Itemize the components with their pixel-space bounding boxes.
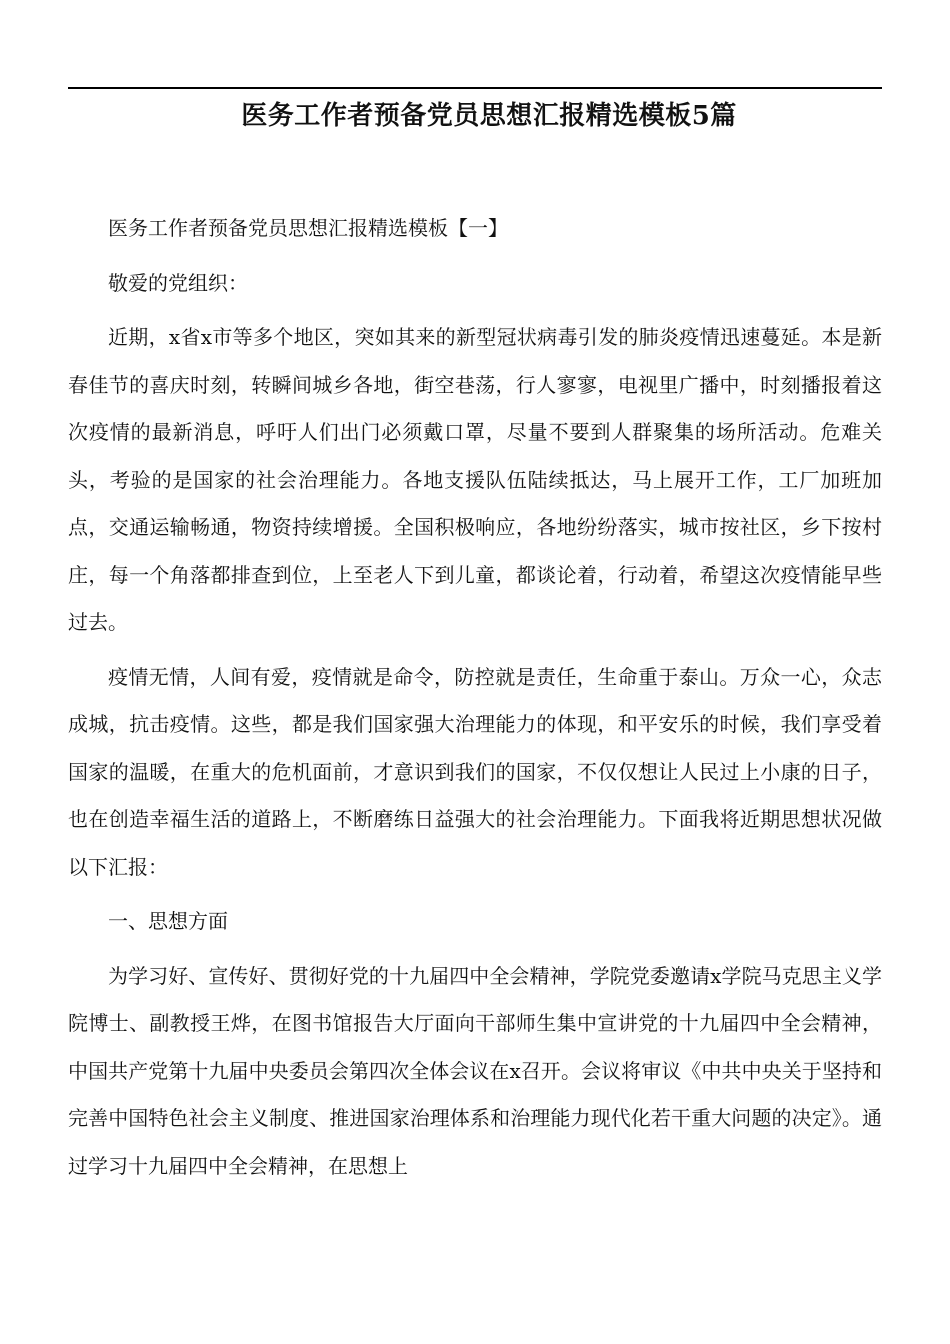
salutation: 敬爱的党组织： xyxy=(108,270,248,295)
subheading: 一、思想方面 xyxy=(108,909,228,933)
document-title: 医务工作者预备党员思想汇报精选模板5篇 xyxy=(241,101,737,131)
header-rule xyxy=(68,87,882,89)
paragraph: 近期，x省x市等多个地区，突如其来的新型冠状病毒引发的肺炎疫情迅速蔓延。本是新春佳节的喜庆时刻，转瞬间城乡各地，街空巷荡，行人寥寥，电视里广播中，时刻播报着这次疫情的最新消息，呼吁人们出门必须戴口罩，尽量不要到人群聚集的场所活动。危难关头，考验的是国家的社会治理能力。各地支援队伍陆续抵达，马上展开工作，工厂加班加点，交通运输畅通，物资持续增援。全国积极响应，各地纷纷落实，城市按社区，乡下按村庄，每一个角落都排查到位，上至老人下到儿童，都谈论着，行动着，希望这次疫情能早些过去。 xyxy=(68,325,882,634)
paragraph: 疫情无情，人间有爱，疫情就是命令，防控就是责任，生命重于泰山。万众一心，众志成城，抗击疫情。这些，都是我们国家强大治理能力的体现，和平安乐的时候，我们享受着国家的温暖，在重大的危机面前，才意识到我们的国家，不仅仅想让人民过上小康的日子，也在创造幸福生活的道路上，不断磨练日益强大的社会治理能力。下面我将近期思想状况做以下汇报： xyxy=(68,664,882,879)
document-body xyxy=(68,205,882,1197)
paragraph: 为学习好、宣传好、贯彻好党的十九届四中全会精神，学院党委邀请x学院马克思主义学院博士、副教授王烨，在图书馆报告大厅面向干部师生集中宣讲党的十九届四中全会精神，中国共产党第十九届中央委员会第四次全体会议在x召开。会议将审议《中共中央关于坚持和完善中国特色社会主义制度、推进国家治理体系和治理能力现代化若干重大问题的决定》。通过学习十九届四中全会精神，在思想上 xyxy=(68,963,882,1178)
section-heading: 医务工作者预备党员思想汇报精选模板【一】 xyxy=(108,216,508,240)
